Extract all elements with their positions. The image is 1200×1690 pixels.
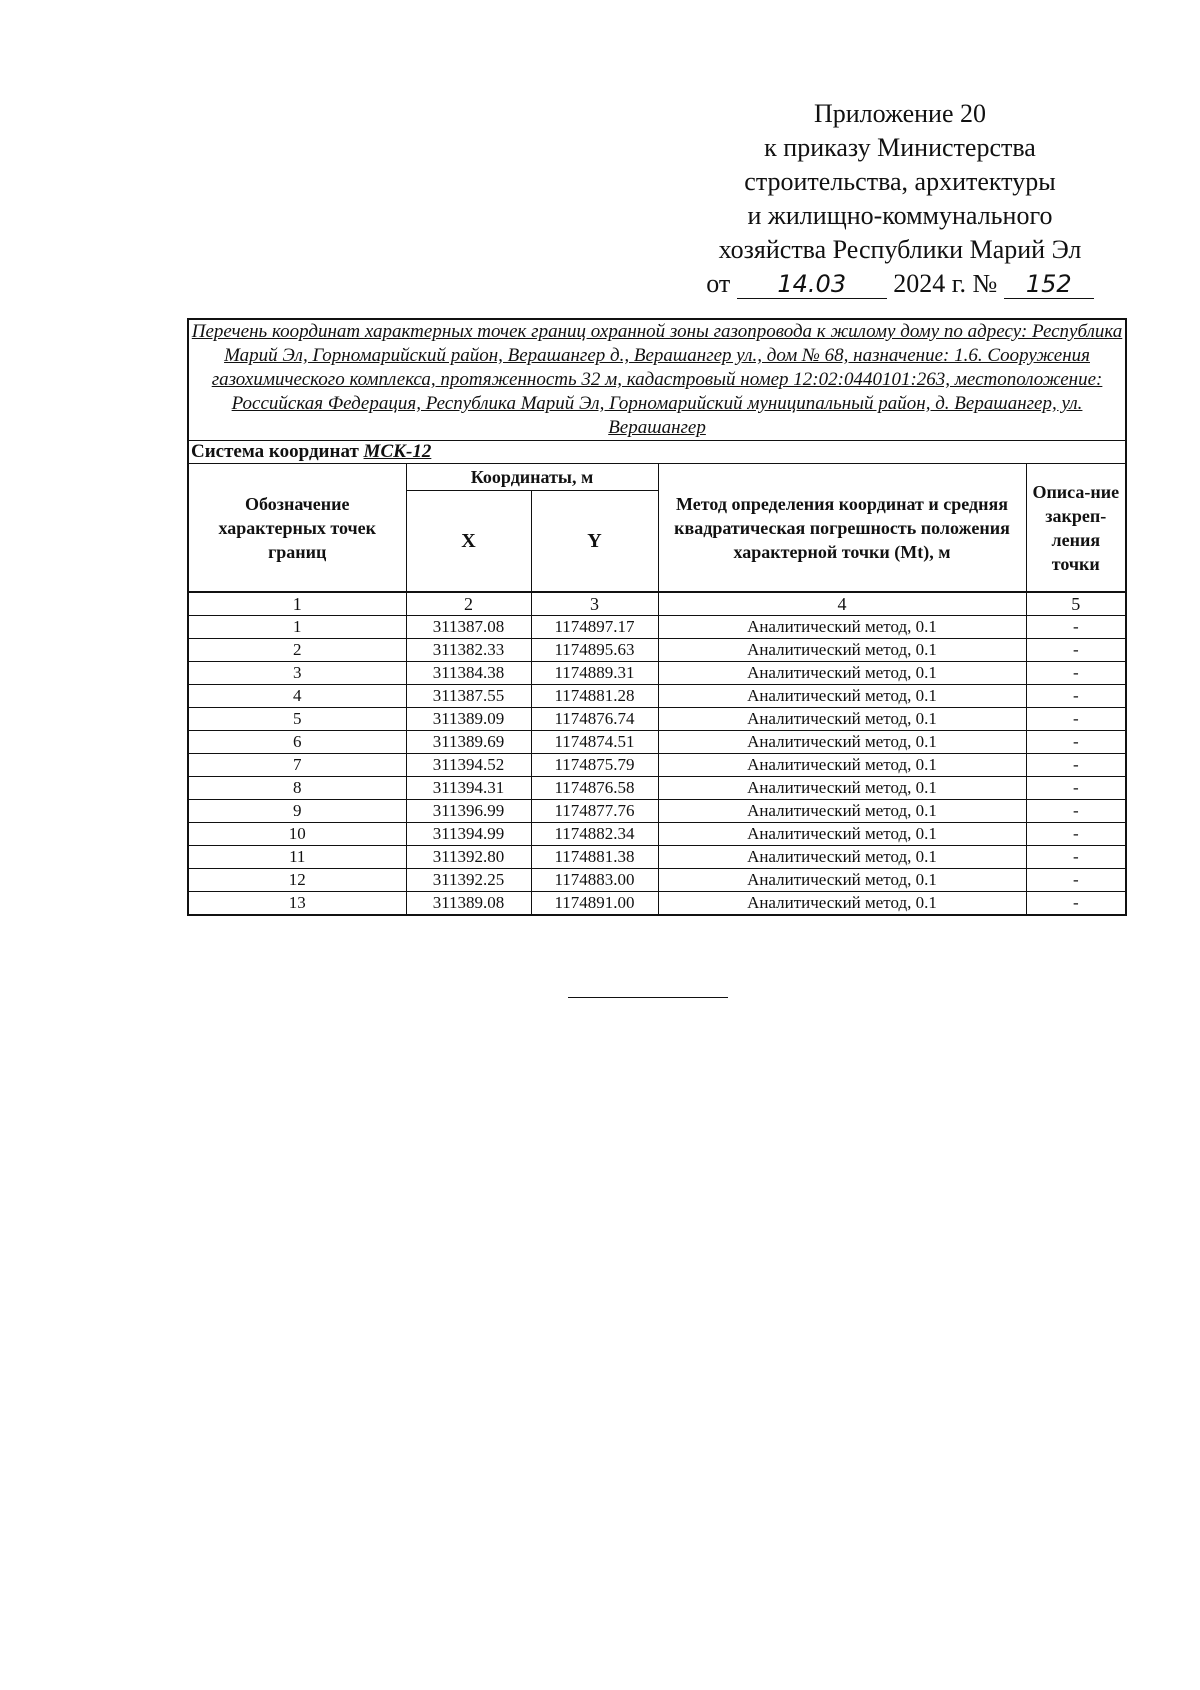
point-cell: 5 xyxy=(188,708,406,731)
column-number: 5 xyxy=(1026,592,1126,616)
point-cell: 8 xyxy=(188,777,406,800)
point-cell: 11 xyxy=(188,846,406,869)
x-cell: 311396.99 xyxy=(406,800,531,823)
column-numbers-row xyxy=(188,592,1126,616)
appendix-line-3: строительства, архитектуры xyxy=(744,167,1056,196)
appendix-line-2: к приказу Министерства xyxy=(764,133,1036,162)
table-row xyxy=(188,800,1126,823)
table-row xyxy=(188,662,1126,685)
column-number: 1 xyxy=(188,592,406,616)
point-cell: 13 xyxy=(188,892,406,916)
method-cell: Аналитический метод, 0.1 xyxy=(658,708,1026,731)
description-cell: - xyxy=(1026,708,1126,731)
description-cell: - xyxy=(1026,662,1126,685)
description-cell: - xyxy=(1026,639,1126,662)
order-date-line xyxy=(690,267,1110,301)
table-row xyxy=(188,731,1126,754)
point-cell: 6 xyxy=(188,731,406,754)
point-cell: 2 xyxy=(188,639,406,662)
end-divider xyxy=(568,997,728,998)
x-cell: 311392.25 xyxy=(406,869,531,892)
method-cell: Аналитический метод, 0.1 xyxy=(658,754,1026,777)
description-cell: - xyxy=(1026,892,1126,916)
y-cell: 1174876.58 xyxy=(531,777,658,800)
description-cell: - xyxy=(1026,616,1126,639)
table-row xyxy=(188,639,1126,662)
x-cell: 311389.69 xyxy=(406,731,531,754)
handwritten-date: 14.03 xyxy=(737,270,887,299)
description-cell: - xyxy=(1026,846,1126,869)
year-label: 2024 г. № xyxy=(893,269,998,298)
column-number: 3 xyxy=(531,592,658,616)
coordinate-system-label: Система координат xyxy=(191,441,359,462)
x-cell: 311394.31 xyxy=(406,777,531,800)
point-cell: 4 xyxy=(188,685,406,708)
method-cell: Аналитический метод, 0.1 xyxy=(658,731,1026,754)
appendix-header xyxy=(690,97,1110,301)
x-cell: 311389.09 xyxy=(406,708,531,731)
x-cell: 311387.55 xyxy=(406,685,531,708)
method-cell: Аналитический метод, 0.1 xyxy=(658,892,1026,916)
table-row xyxy=(188,708,1126,731)
x-cell: 311392.80 xyxy=(406,846,531,869)
header-points: Обозначение характерных точек границ xyxy=(188,464,406,593)
y-cell: 1174883.00 xyxy=(531,869,658,892)
method-cell: Аналитический метод, 0.1 xyxy=(658,846,1026,869)
header-coordinates: Координаты, м xyxy=(406,464,658,491)
point-cell: 10 xyxy=(188,823,406,846)
y-cell: 1174889.31 xyxy=(531,662,658,685)
x-cell: 311384.38 xyxy=(406,662,531,685)
table-row xyxy=(188,685,1126,708)
point-cell: 9 xyxy=(188,800,406,823)
method-cell: Аналитический метод, 0.1 xyxy=(658,685,1026,708)
x-cell: 311394.99 xyxy=(406,823,531,846)
system-row xyxy=(188,441,1126,464)
y-cell: 1174876.74 xyxy=(531,708,658,731)
method-cell: Аналитический метод, 0.1 xyxy=(658,800,1026,823)
coordinate-system xyxy=(188,441,1126,464)
header-method: Метод определения координат и средняя квадратическая погрешность положения характерной точки (Mt), м xyxy=(658,464,1026,593)
description-cell: - xyxy=(1026,731,1126,754)
table-row xyxy=(188,869,1126,892)
description-cell: - xyxy=(1026,685,1126,708)
y-cell: 1174881.38 xyxy=(531,846,658,869)
y-cell: 1174874.51 xyxy=(531,731,658,754)
appendix-line-5: хозяйства Республики Марий Эл xyxy=(718,235,1082,264)
header-x: X xyxy=(406,491,531,593)
description-cell: - xyxy=(1026,800,1126,823)
point-cell: 1 xyxy=(188,616,406,639)
y-cell: 1174875.79 xyxy=(531,754,658,777)
table-caption: Перечень координат характерных точек границ охранной зоны газопровода к жилому дому по адресу: Республика Марий Эл, Горномарийский район, Верашангер д., Верашангер ул., дом № 68, назначение: 1.6. Сооружения газохимического комплекса, протяженность 32 м, кадастровый номер 12:02:0440101:263, местоположение: Российская Федерация, Республика Марий Эл, Горномарийский муниципальный район, д. Верашангер, ул. Верашангер xyxy=(188,319,1126,441)
x-cell: 311394.52 xyxy=(406,754,531,777)
method-cell: Аналитический метод, 0.1 xyxy=(658,639,1026,662)
description-cell: - xyxy=(1026,754,1126,777)
appendix-line-4: и жилищно-коммунального xyxy=(747,201,1053,230)
table-row xyxy=(188,892,1126,916)
date-prefix: от xyxy=(706,269,731,298)
header-y: Y xyxy=(531,491,658,593)
point-cell: 12 xyxy=(188,869,406,892)
method-cell: Аналитический метод, 0.1 xyxy=(658,616,1026,639)
header-description: Описа-ние закреп-ления точки xyxy=(1026,464,1126,593)
appendix-title: Приложение 20 xyxy=(813,99,987,128)
coordinates-table xyxy=(187,318,1127,916)
method-cell: Аналитический метод, 0.1 xyxy=(658,777,1026,800)
column-number: 2 xyxy=(406,592,531,616)
description-cell: - xyxy=(1026,869,1126,892)
y-cell: 1174891.00 xyxy=(531,892,658,916)
column-number: 4 xyxy=(658,592,1026,616)
table-row xyxy=(188,846,1126,869)
x-cell: 311382.33 xyxy=(406,639,531,662)
coordinate-system-code: МСК-12 xyxy=(363,441,432,462)
description-cell: - xyxy=(1026,823,1126,846)
y-cell: 1174895.63 xyxy=(531,639,658,662)
table-row xyxy=(188,777,1126,800)
x-cell: 311387.08 xyxy=(406,616,531,639)
caption-row xyxy=(188,319,1126,441)
header-row-1 xyxy=(188,464,1126,491)
table-row xyxy=(188,823,1126,846)
description-cell: - xyxy=(1026,777,1126,800)
y-cell: 1174897.17 xyxy=(531,616,658,639)
y-cell: 1174881.28 xyxy=(531,685,658,708)
point-cell: 3 xyxy=(188,662,406,685)
method-cell: Аналитический метод, 0.1 xyxy=(658,823,1026,846)
method-cell: Аналитический метод, 0.1 xyxy=(658,869,1026,892)
y-cell: 1174877.76 xyxy=(531,800,658,823)
table-row xyxy=(188,754,1126,777)
y-cell: 1174882.34 xyxy=(531,823,658,846)
handwritten-order-number: 152 xyxy=(1004,270,1094,299)
table-row xyxy=(188,616,1126,639)
method-cell: Аналитический метод, 0.1 xyxy=(658,662,1026,685)
point-cell: 7 xyxy=(188,754,406,777)
x-cell: 311389.08 xyxy=(406,892,531,916)
